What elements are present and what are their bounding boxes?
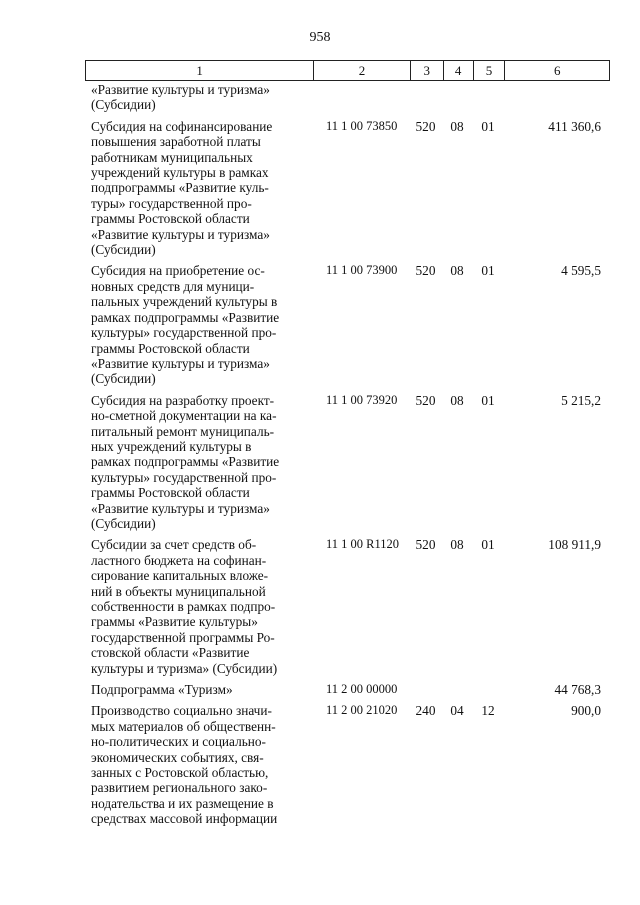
row-kvr	[409, 682, 442, 697]
table-row	[85, 393, 610, 532]
table-header	[85, 60, 610, 81]
row-name-line: Подпрограмма «Туризм»	[91, 682, 233, 698]
row-name-line: новных средств для муници-	[91, 278, 255, 294]
row-name	[85, 703, 312, 826]
row-sum: 4 595,5	[561, 263, 601, 279]
row-section: 08	[450, 537, 464, 553]
row-name	[85, 682, 312, 697]
row-name-line: «Развитие культуры и туризма»	[91, 355, 270, 371]
row-name-line: но-сметной документации на ка-	[91, 408, 277, 424]
row-name-line: (Субсидии)	[91, 242, 156, 258]
row-kvr: 520	[415, 263, 436, 279]
row-name-line: граммы Ростовской области	[91, 340, 250, 356]
row-kvr: 520	[415, 118, 436, 134]
header-col-2: 2	[314, 61, 411, 80]
row-sum: 5 215,2	[561, 392, 601, 408]
row-sum: 900,0	[571, 703, 601, 719]
row-kvr: 240	[415, 703, 436, 719]
row-name-line: средствах массовой информации	[91, 811, 278, 827]
header-col-1: 1	[86, 61, 314, 80]
table-row	[85, 703, 610, 826]
row-name-line: (Субсидии)	[91, 371, 156, 387]
row-subsection	[472, 82, 504, 113]
row-name-line: рамках подпрограммы «Развитие	[91, 309, 280, 325]
row-sum	[504, 82, 608, 113]
row-name-line: Субсидия на софинансирование	[91, 118, 273, 134]
row-name-line: Производство социально значи-	[91, 703, 272, 719]
row-name-line: собственности в рамках подпро-	[91, 599, 276, 614]
row-name-line: государственной программы Ро-	[91, 629, 275, 645]
table-row	[85, 263, 610, 386]
row-subsection: 01	[481, 118, 495, 134]
page-number: 958	[309, 30, 331, 45]
table-body	[85, 82, 610, 833]
row-name	[85, 82, 312, 113]
row-subsection: 01	[481, 537, 495, 553]
row-name-line: повышения заработной платы	[91, 134, 261, 150]
row-code: 11 1 00 73850	[326, 118, 398, 133]
row-section	[442, 682, 472, 697]
row-sum: 44 768,3	[554, 682, 601, 698]
table-row	[85, 537, 610, 676]
row-kvr: 520	[415, 537, 436, 553]
header-col-6: 6	[553, 62, 561, 78]
row-kvr	[409, 82, 442, 113]
row-name-line: рамках подпрограммы «Развитие	[91, 454, 280, 470]
row-name-line: экономических событиях, свя-	[91, 749, 264, 765]
row-sum: 411 360,6	[548, 118, 601, 134]
row-code: 11 1 00 R1120	[326, 537, 400, 552]
row-name	[85, 537, 312, 676]
row-subsection	[472, 682, 504, 697]
row-name-line: подпрограммы «Развитие куль-	[91, 180, 269, 196]
row-subsection: 01	[481, 263, 495, 279]
row-name-line: учреждений культуры в рамках	[91, 165, 269, 181]
row-section	[442, 82, 472, 113]
row-code: 11 2 00 21020	[326, 703, 398, 718]
row-name-line: стовской области «Развитие	[91, 645, 250, 661]
row-name	[85, 119, 312, 258]
row-subsection: 12	[481, 703, 495, 719]
row-section: 04	[450, 703, 464, 719]
row-name-line: Субсидия на приобретение ос-	[91, 263, 265, 279]
row-name-line: пальных учреждений культуры в	[91, 294, 278, 310]
row-name-line: культуры» государственной про-	[91, 325, 277, 341]
row-code: 11 1 00 73920	[326, 392, 398, 407]
header-col-5: 5	[474, 61, 506, 80]
row-section: 08	[450, 392, 464, 408]
row-name-line: ний в объекты муниципальной	[91, 583, 266, 599]
row-kvr: 520	[415, 392, 436, 408]
row-name-line: развитием регионального зако-	[91, 780, 268, 796]
row-name-line: культуры» государственной про-	[91, 469, 277, 485]
row-code: 11 1 00 73900	[326, 263, 398, 278]
row-name-line: граммы Ростовской области	[91, 211, 250, 227]
row-section: 08	[450, 118, 464, 134]
row-sum: 108 911,9	[548, 537, 601, 553]
row-name-line: (Субсидии)	[91, 515, 156, 531]
table-row	[85, 119, 610, 258]
row-name-line: (Субсидии)	[91, 97, 156, 113]
row-name-line: мых материалов об общественн-	[91, 718, 276, 734]
row-name-line: граммы Ростовской области	[91, 485, 250, 501]
row-name-line: работникам муниципальных	[91, 149, 253, 165]
row-name-line: ных учреждений культуры в	[91, 438, 252, 454]
header-col-4: 4	[444, 61, 474, 80]
row-name-line: «Развитие культуры и туризма»	[91, 500, 270, 516]
row-name-line: «Развитие культуры и туризма»	[91, 82, 270, 97]
row-name	[85, 263, 312, 386]
row-name-line: граммы «Развитие культуры»	[91, 614, 258, 630]
row-name-line: туры» государственной про-	[91, 195, 252, 211]
row-name-line: культуры и туризма» (Субсидии)	[91, 660, 278, 676]
row-name-line: нодательства и их размещение в	[91, 795, 274, 811]
table-row	[85, 82, 610, 113]
row-name-line: «Развитие культуры и туризма»	[91, 226, 270, 242]
row-name-line: Субсидия на разработку проект-	[91, 392, 275, 408]
row-name-line: но-политических и социально-	[91, 734, 266, 750]
row-name-line: ластного бюджета на софинан-	[91, 552, 267, 568]
row-subsection: 01	[481, 392, 495, 408]
row-name-line: сирование капитальных вложе-	[91, 568, 269, 584]
row-section: 08	[450, 263, 464, 279]
row-name-line: питальный ремонт муниципаль-	[91, 423, 275, 439]
row-name	[85, 393, 312, 532]
table-row	[85, 682, 610, 697]
row-name-line: занных с Ростовской областью,	[91, 765, 269, 781]
row-code	[312, 82, 409, 113]
row-code: 11 2 00 00000	[326, 682, 398, 697]
row-name-line: Субсидии за счет средств об-	[91, 537, 257, 553]
header-col-3: 3	[411, 61, 444, 80]
